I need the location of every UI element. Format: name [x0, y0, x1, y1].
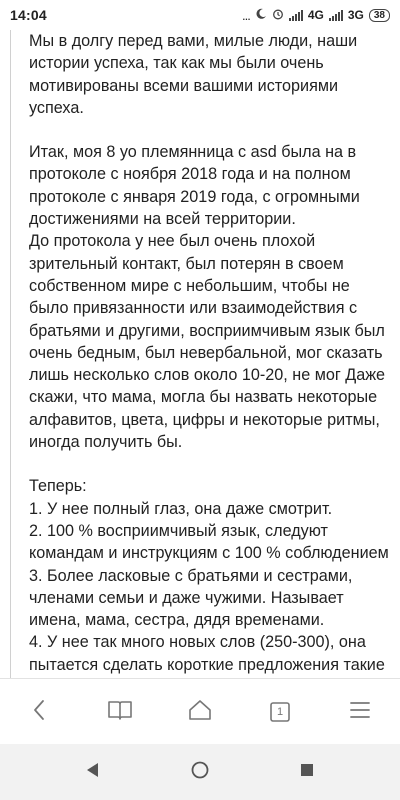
tabs-button[interactable]	[260, 692, 300, 732]
tab-count: 1	[276, 706, 284, 718]
network-3g-label: 3G	[347, 8, 364, 22]
menu-icon	[348, 700, 372, 725]
book-icon	[107, 698, 133, 727]
system-navigation-bar	[0, 744, 400, 800]
nav-back-button[interactable]	[78, 757, 108, 787]
menu-button[interactable]	[340, 692, 380, 732]
moon-icon	[255, 8, 267, 23]
browser-toolbar	[0, 678, 400, 745]
back-button[interactable]	[20, 692, 60, 732]
article-paragraph: Мы в долгу перед вами, милые люди, наши истории успеха, так как мы были очень мотивированы всеми вашими историями успеха.	[29, 32, 358, 117]
network-4g-label: 4G	[307, 8, 324, 22]
nav-recents-icon	[299, 762, 315, 783]
tabs-icon	[269, 701, 291, 723]
alarm-icon	[272, 8, 284, 23]
article-paragraph: Теперь: 1. У нее полный глаз, она даже смотрит. 2. 100 % восприимчивый язык, следуют командам и инструкциям с 100 % соблюдением 3. Более ласковые с братьями и сестрами, членами семьи и даже чужими. Называет имена, мама, сестра, дядя временами. 4. У нее так много новых слов (250-300), она пытается сделать короткие предложения такие	[29, 477, 389, 674]
nav-home-button[interactable]	[185, 757, 215, 787]
status-time: 14:04	[10, 7, 47, 23]
nav-recents-button[interactable]	[292, 757, 322, 787]
status-icons	[242, 8, 390, 23]
back-arrow-icon	[28, 698, 52, 727]
page-content[interactable]	[0, 30, 400, 678]
reader-mode-button[interactable]	[100, 692, 140, 732]
home-button[interactable]	[180, 692, 220, 732]
more-notifications-indicator: ...	[242, 7, 250, 23]
article-paragraph: Итак, моя 8 уо племянница с asd была на в протоколе с ноября 2018 года и на полном протоколе с января 2019 года, с огромными достижениями на всей территории. До протокола у нее был очень плохой зрительный контакт, был потерян в своем собственном мире с небольшим, чтобы не было привязанности или взаимодействия с братьями и другими, восприимчивым язык был очень бедным, был невербальной, мог сказать лишь несколько слов около 10-20, не мог Даже скажи, что мама, могла бы назвать некоторые алфавитов, цвета, цифры и некоторые ритмы, иногда получить бы.	[29, 143, 386, 452]
signal-icon	[329, 10, 343, 21]
article-body	[10, 30, 390, 678]
status-bar	[0, 0, 400, 30]
home-icon	[187, 698, 213, 727]
nav-home-icon	[190, 760, 210, 785]
nav-back-icon	[84, 761, 102, 784]
battery-indicator: 38	[369, 9, 390, 22]
signal-icon	[289, 10, 303, 21]
